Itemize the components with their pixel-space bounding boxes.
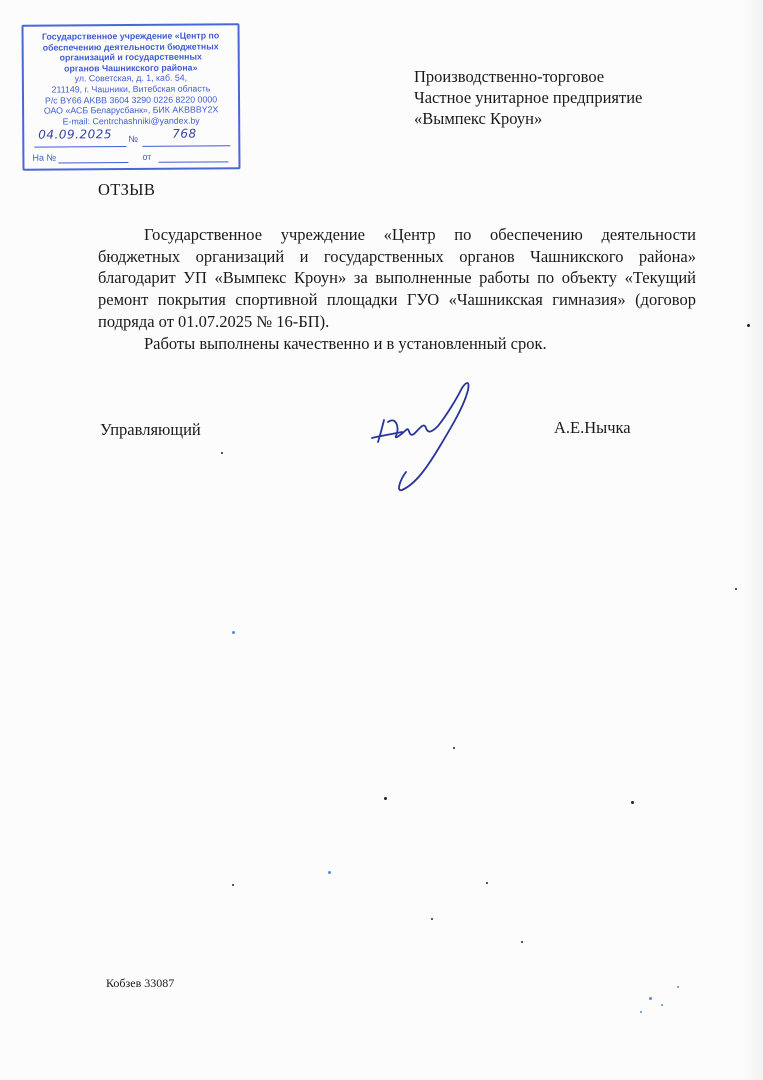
scan-speck [735, 588, 737, 590]
organization-stamp [21, 23, 240, 171]
stamp-line: Р/с BY66 AKBB 3604 3290 0226 8220 0000 [44, 93, 218, 106]
scan-edge-shadow [741, 0, 763, 1080]
stamp-line: 211149, г. Чашники, Витебская область [51, 83, 211, 95]
stamp-reference-row [32, 149, 230, 164]
handwritten-date: 04.09.2025 [38, 127, 113, 142]
scan-speck [521, 941, 523, 943]
addressee-line: Частное унитарное предприятие [414, 88, 643, 107]
scan-speck [384, 797, 387, 800]
handwritten-number: 768 [172, 126, 197, 141]
executor-note: Кобзев 33087 [106, 976, 175, 990]
scan-speck [649, 997, 652, 1000]
scan-speck [677, 986, 679, 988]
number-sign: № [128, 133, 138, 145]
scan-speck [232, 631, 235, 634]
signer-name: А.Е.Нычка [554, 418, 631, 437]
stamp-line: органов Чашникского района» [64, 62, 198, 74]
stamp-line: ОАО «АСБ Беларусбанк», БИК AKBBBY2X [43, 104, 219, 116]
addressee-line: Производственно-торговое [414, 67, 605, 86]
addressee-line: «Вымпекс Кроун» [414, 109, 543, 128]
from-label: от [142, 151, 152, 162]
document-title: ОТЗЫВ [98, 180, 156, 199]
stamp-line: ул. Советская, д. 1, каб. 54, [74, 72, 188, 84]
scan-speck [640, 1011, 642, 1013]
stamp-line: организаций и государственных [59, 51, 202, 63]
body-paragraph: Работы выполнены качественно и в установленный срок. [144, 333, 547, 353]
stamp-registration-row [32, 126, 230, 147]
document-body [98, 224, 696, 354]
body-paragraph: Государственное учреждение «Центр по обеспечению деятельности бюджетных организаций и государственных органов Чашникского района» благодарит УП «Вымпекс Кроун» за выполненные работы по объекту «Текущий ремонт покрытия спортивной площадки ГУО «Чашникская гимназия» (договор подряда от 01.07.2025 № 16-БП). [98, 225, 696, 331]
scan-speck [631, 801, 634, 804]
scan-speck [221, 452, 223, 454]
scan-speck [747, 324, 750, 327]
scan-speck [328, 871, 331, 874]
stamp-line: Государственное учреждение «Центр по [41, 30, 220, 42]
signer-position: Управляющий [100, 420, 201, 439]
reference-date-underline [158, 151, 228, 162]
on-number-label: На № [32, 152, 57, 163]
scan-speck [486, 882, 488, 884]
scan-speck [232, 884, 234, 886]
handwritten-signature [366, 376, 476, 496]
scan-speck [431, 918, 433, 920]
stamp-line: E-mail: Centrchashniki@yandex.by [62, 115, 200, 127]
reference-number-underline [58, 152, 128, 163]
scan-speck [453, 747, 455, 749]
scan-speck [661, 1004, 663, 1006]
addressee-block [414, 66, 642, 129]
stamp-line: обеспечению деятельности бюджетных [42, 40, 219, 53]
